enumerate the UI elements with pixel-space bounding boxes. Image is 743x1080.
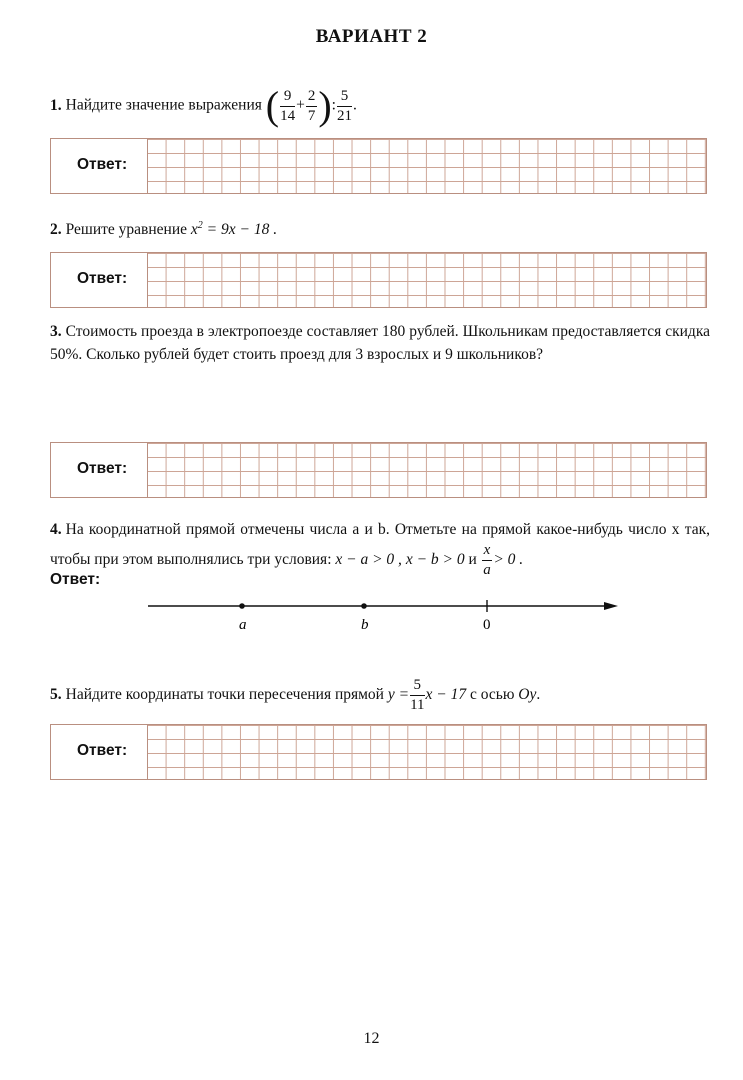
answer-label: Ответ: <box>77 460 128 477</box>
task-4: 4. На координатной прямой отмечены числа a и b. Отметьте на прямой какое-нибудь число x так, чтобы при этом выполнялись три условия: x − a > 0 , x − b > 0 и $\frac{x}{a}$ > 0 . <box>50 521 710 578</box>
point-b <box>361 603 367 609</box>
fraction-5-11: $\frac{5}{11}$ <box>410 677 425 713</box>
answer-label: Ответ: <box>77 270 128 287</box>
answer-label: Ответ: <box>77 156 128 173</box>
label-b: b <box>361 617 369 633</box>
answer-grid-3[interactable] <box>50 442 707 498</box>
fraction-2-7: $\frac{2}{7}$ <box>307 87 316 124</box>
point-a <box>239 603 245 609</box>
task-1: 1. Найдите значение выражения ( $\frac{9}{14}$ + $\frac{2}{7}$ ): $\frac{5}{21}$ . <box>50 83 357 128</box>
fraction-x-a: $\frac{x}{a}$ <box>483 542 491 578</box>
page-title: ВАРИАНТ 2 <box>315 26 428 47</box>
fraction-5-21: $\frac{5}{21}$ <box>336 87 352 124</box>
number-line[interactable] <box>140 592 630 640</box>
answer-label: Ответ: <box>77 742 128 759</box>
task-5: 5. Найдите координаты точки пересечения прямой y = $\frac{5}{11}$ x − 17 с осью Oy. <box>50 677 541 713</box>
page-number: 12 <box>363 1030 380 1047</box>
task-3: 3. Стоимость проезда в электропоезде составляет 180 рублей. Школьникам предоставляется скидка 50%. Сколько рублей будет стоить проезд для 3 взрослых и 9 школьников? <box>50 323 710 363</box>
equation: $x^2 = 9x - 18$ . <box>190 220 278 239</box>
task-2: 2. Решите уравнение $x^2 = 9x - 18$ . <box>50 220 278 239</box>
arrow-icon <box>604 602 618 610</box>
answer-label-task-4: Ответ: <box>50 571 101 588</box>
answer-grid-2[interactable] <box>50 252 707 308</box>
label-a: a <box>239 617 247 633</box>
fraction-9-14: $\frac{9}{14}$ <box>280 87 296 124</box>
answer-grid-5[interactable] <box>50 724 707 780</box>
label-zero: 0 <box>483 617 491 633</box>
answer-grid-1[interactable] <box>50 138 707 194</box>
